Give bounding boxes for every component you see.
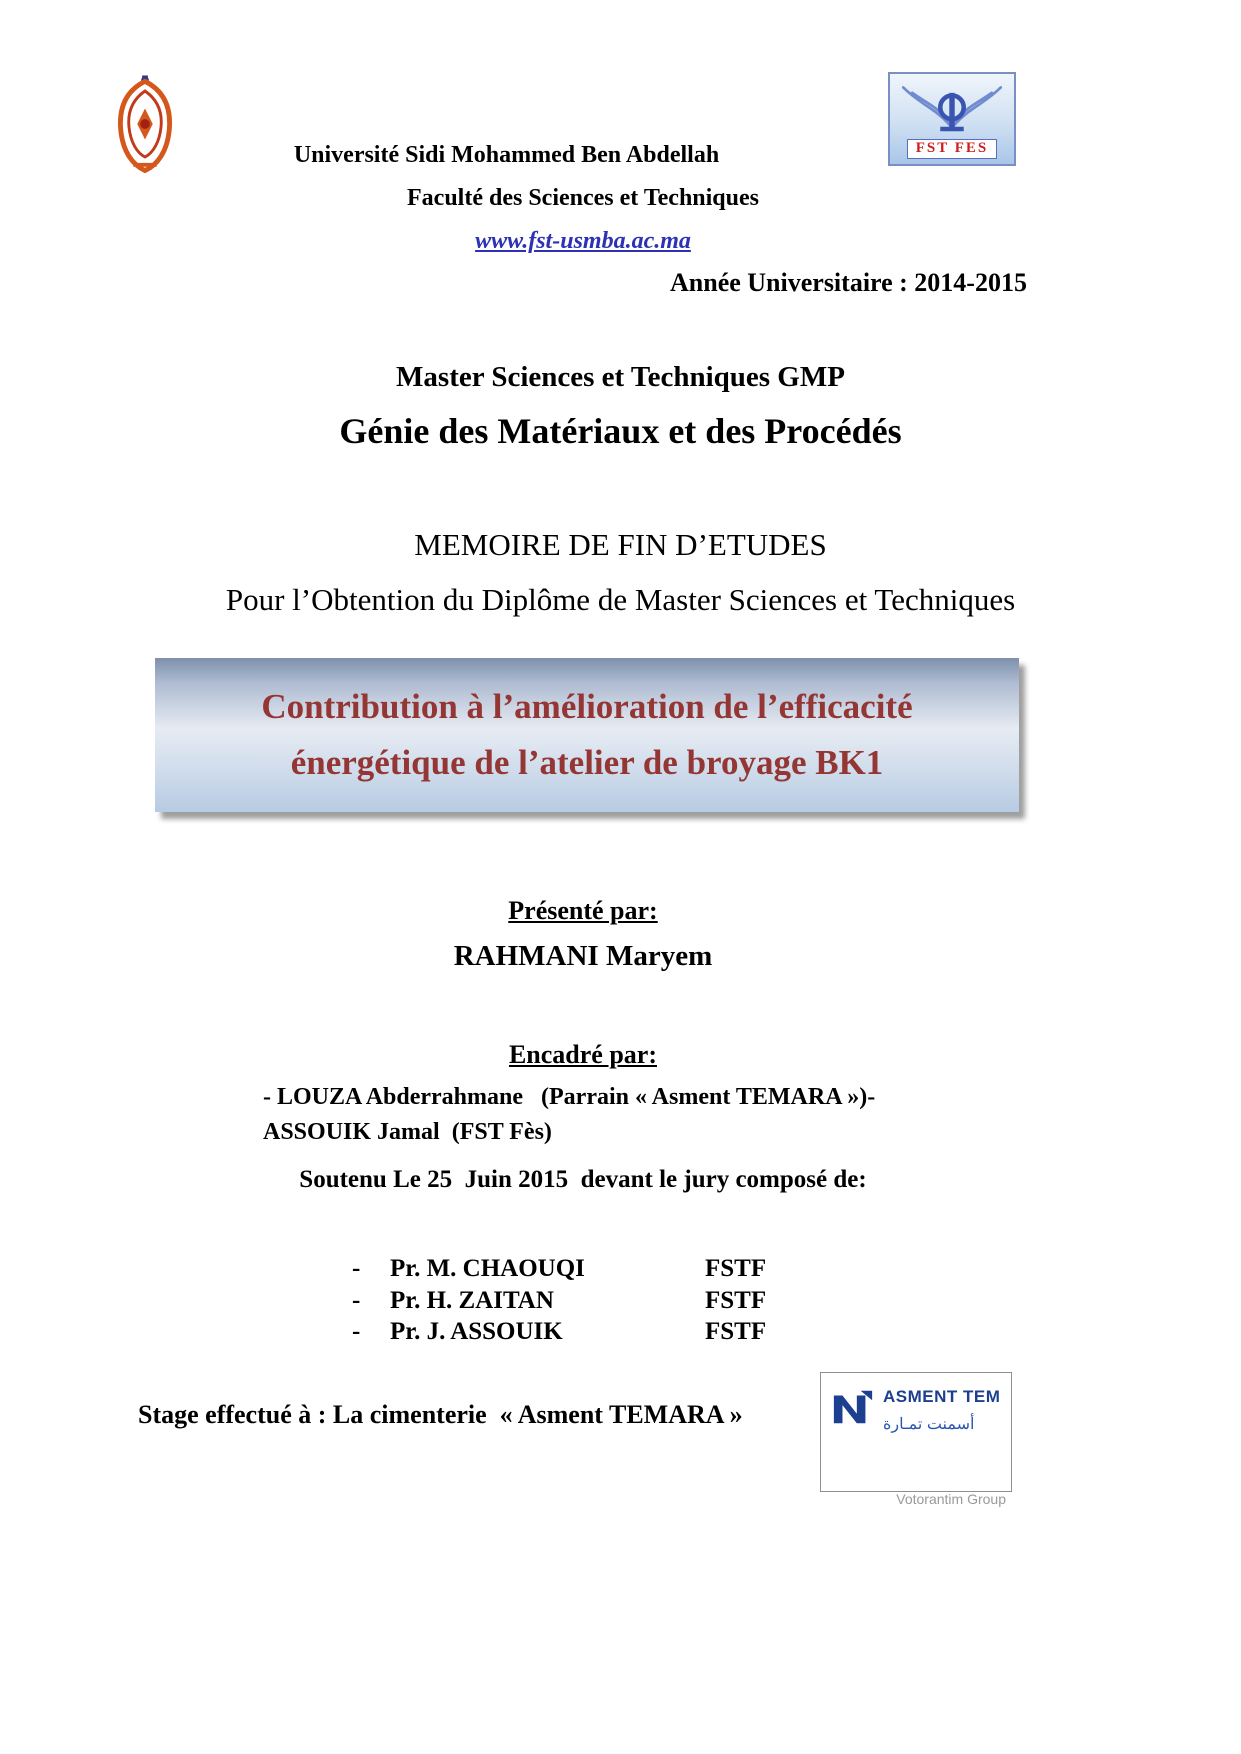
jury-member-row (352, 1287, 766, 1315)
thesis-title-line2: énergétique de l’atelier de broyage BK1 (290, 743, 884, 782)
jury-member-row (352, 1318, 766, 1346)
asment-company-name-arabic: أسمنت تمـارة (883, 1416, 975, 1433)
asment-logo-row (821, 1373, 1011, 1434)
jury-dash: - (352, 1318, 361, 1345)
asment-company-name: ASMENT TEM (883, 1387, 1001, 1406)
master-program: Master Sciences et Techniques GMP (396, 361, 845, 393)
jury-dash: - (352, 1287, 361, 1314)
jury-member-name: Pr. J. ASSOUIK (390, 1318, 563, 1345)
fst-logo-caption: FST FES (907, 139, 998, 159)
supervisor-line-2: ASSOUIK Jamal (FST Fès) (263, 1119, 552, 1145)
jury-member-affiliation: FSTF (705, 1287, 767, 1314)
presented-by-label: Présenté par: (508, 896, 658, 925)
jury-member-row (352, 1255, 766, 1283)
asment-group-name: Votorantim Group (896, 1491, 1006, 1507)
fst-wings-icon (896, 82, 1008, 138)
thesis-title-line1: Contribution à l’amélioration de l’efficacité (261, 687, 913, 726)
jury-member-affiliation: FSTF (705, 1255, 767, 1282)
faculty-website-link[interactable]: www.fst-usmba.ac.ma (475, 228, 691, 254)
internship-statement: Stage effectué à : La cimenterie « Asment TEMARA » (138, 1400, 743, 1429)
thesis-title-box (155, 658, 1019, 812)
supervised-by-label: Encadré par: (508, 1040, 658, 1069)
jury-member-name: Pr. H. ZAITAN (390, 1287, 554, 1314)
asment-logo-text-block (883, 1387, 1000, 1434)
program-specialty: Génie des Matériaux et des Procédés (339, 411, 902, 451)
memoire-subheading: Pour l’Obtention du Diplôme de Master Sciences et Techniques (225, 582, 1016, 617)
university-name: Université Sidi Mohammed Ben Abdellah (293, 142, 720, 168)
faculty-name: Faculté des Sciences et Techniques (407, 185, 759, 211)
jury-dash: - (352, 1255, 361, 1282)
defense-statement: Soutenu Le 25 Juin 2015 devant le jury composé de: (299, 1166, 867, 1193)
asment-temara-logo (820, 1372, 1012, 1507)
supervisor-line-1: - LOUZA Abderrahmane (Parrain « Asment TEMARA »)- (263, 1084, 876, 1110)
memoire-heading: MEMOIRE DE FIN D’ETUDES (414, 527, 827, 562)
academic-year: Année Universitaire : 2014-2015 (670, 268, 1027, 297)
author-name: RAHMANI Maryem (453, 940, 713, 972)
asment-logo-mark-icon (831, 1387, 875, 1427)
jury-member-affiliation: FSTF (705, 1318, 767, 1345)
jury-member-name: Pr. M. CHAOUQI (390, 1255, 585, 1282)
